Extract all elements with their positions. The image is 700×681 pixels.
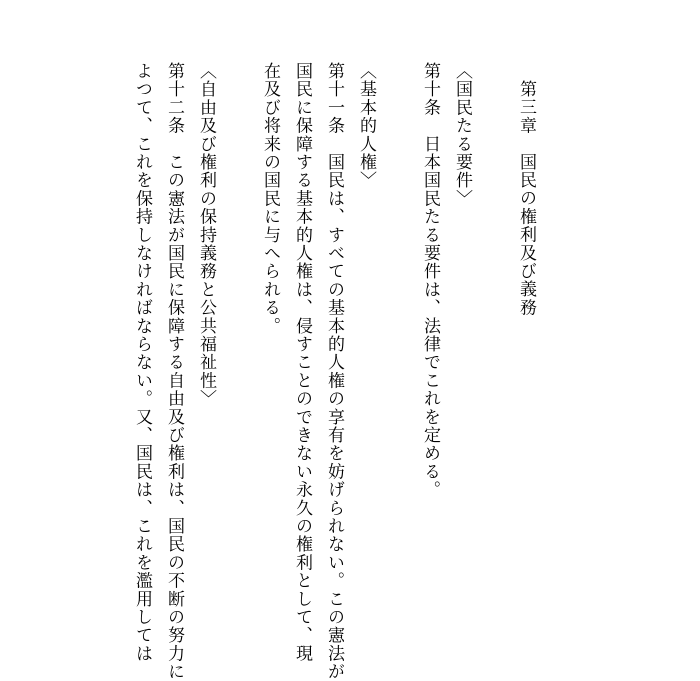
- section-heading-freedom-rights: 〈自由及び権利の保持義務と公共福祉性〉: [196, 62, 216, 408]
- article-11-line-3: 在及び将来の国民に与へられる。: [260, 62, 280, 335]
- section-heading-citizenship: 〈国民たる要件〉: [452, 62, 472, 208]
- section-heading-fundamental-rights: 〈基本的人権〉: [356, 62, 376, 190]
- article-12-line-1: 第十二条 この憲法が国民に保障する自由及び権利は、国民の不断の努力に: [164, 62, 184, 681]
- article-12-line-2: よつて、これを保持しなければならない。又、国民は、これを濫用しては: [132, 62, 152, 663]
- chapter-title: 第三章 国民の権利及び義務: [516, 80, 536, 317]
- article-11-line-2: 国民に保障する基本的人権は、侵すことのできない永久の権利として、現: [292, 62, 312, 663]
- article-10-line-1: 第十条 日本国民たる要件は、法律でこれを定める。: [420, 62, 440, 499]
- article-11-line-1: 第十一条 国民は、すべての基本的人権の享有を妨げられない。この憲法が: [324, 62, 344, 681]
